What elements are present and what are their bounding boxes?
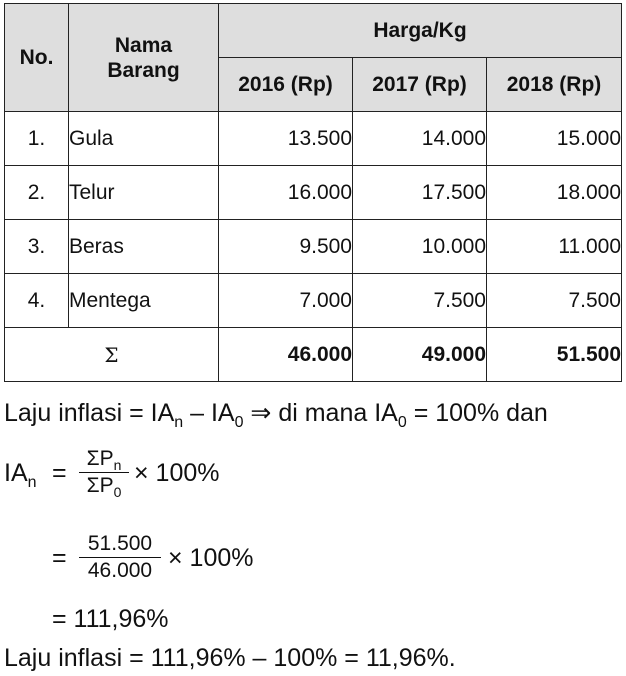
header-row-1	[5, 4, 622, 58]
formula-line-3-times: × 100%	[168, 544, 254, 572]
numerator-text: ΣP	[86, 447, 114, 470]
row-value-2018: 15.000	[487, 112, 622, 166]
price-table	[4, 3, 622, 382]
fraction-denominator	[79, 473, 129, 499]
formula-line-1-part-c: ⇒ di mana IA	[243, 399, 398, 427]
formula-lhs: IA	[4, 459, 28, 487]
sum-row	[5, 328, 622, 382]
denominator-text: ΣP	[86, 474, 114, 497]
table-row	[5, 220, 622, 274]
header-year-2016: 2016 (Rp)	[219, 58, 353, 112]
sum-value-2018: 51.500	[487, 328, 622, 382]
formula-line-2-lhs	[4, 458, 37, 491]
header-year-2018: 2018 (Rp)	[487, 58, 622, 112]
row-no: 3.	[5, 220, 69, 274]
sum-value-2016: 46.000	[219, 328, 353, 382]
table-row	[5, 166, 622, 220]
row-value-2018: 18.000	[487, 166, 622, 220]
row-no: 2.	[5, 166, 69, 220]
row-value-2016: 16.000	[219, 166, 353, 220]
formula-line-4: = 111,96%	[52, 605, 169, 633]
formula-fraction-sum	[79, 446, 129, 499]
formula-lhs-sub: n	[27, 474, 37, 491]
header-name-label: Nama Barang	[107, 33, 180, 82]
fraction-numerator	[79, 446, 129, 472]
table-row	[5, 112, 622, 166]
formula-line-1-part-a: Laju inflasi = IA	[4, 399, 175, 427]
formula-line-1-part-b: – IA	[183, 399, 235, 427]
header-no: No.	[5, 4, 69, 112]
formula-line-1-sub-0b: 0	[397, 414, 407, 431]
formula-line-1	[4, 398, 548, 431]
header-year-2017: 2017 (Rp)	[353, 58, 487, 112]
row-name: Mentega	[69, 274, 219, 328]
denominator-sub: 0	[113, 484, 122, 500]
formula-line-1-sub-n: n	[174, 414, 184, 431]
formula-line-5: Laju inflasi = 111,96% – 100% = 11,96%.	[4, 644, 456, 672]
row-value-2016: 13.500	[219, 112, 353, 166]
row-value-2016: 9.500	[219, 220, 353, 274]
formula-line-2-eq: =	[52, 459, 67, 487]
row-no: 1.	[5, 112, 69, 166]
formula-line-2-times: × 100%	[134, 459, 220, 487]
row-value-2017: 10.000	[353, 220, 487, 274]
formula-line-3-eq: =	[52, 544, 67, 572]
row-name: Gula	[69, 112, 219, 166]
row-value-2017: 17.500	[353, 166, 487, 220]
row-value-2018: 7.500	[487, 274, 622, 328]
row-value-2017: 7.500	[353, 274, 487, 328]
row-value-2016: 7.000	[219, 274, 353, 328]
fraction-denominator-value: 46.000	[87, 559, 153, 582]
header-name	[69, 4, 219, 112]
row-value-2017: 14.000	[353, 112, 487, 166]
row-name: Beras	[69, 220, 219, 274]
formula-fraction-values	[79, 531, 161, 584]
numerator-sub: n	[113, 457, 122, 473]
fraction-numerator-value: 51.500	[87, 532, 153, 555]
row-value-2018: 11.000	[487, 220, 622, 274]
sum-value-2017: 49.000	[353, 328, 487, 382]
header-price-group: Harga/Kg	[219, 4, 622, 58]
sum-label: Σ	[5, 328, 219, 382]
formula-line-1-sub-0: 0	[234, 414, 244, 431]
table-row	[5, 274, 622, 328]
formula-line-1-part-d: = 100% dan	[406, 399, 548, 427]
row-name: Telur	[69, 166, 219, 220]
row-no: 4.	[5, 274, 69, 328]
